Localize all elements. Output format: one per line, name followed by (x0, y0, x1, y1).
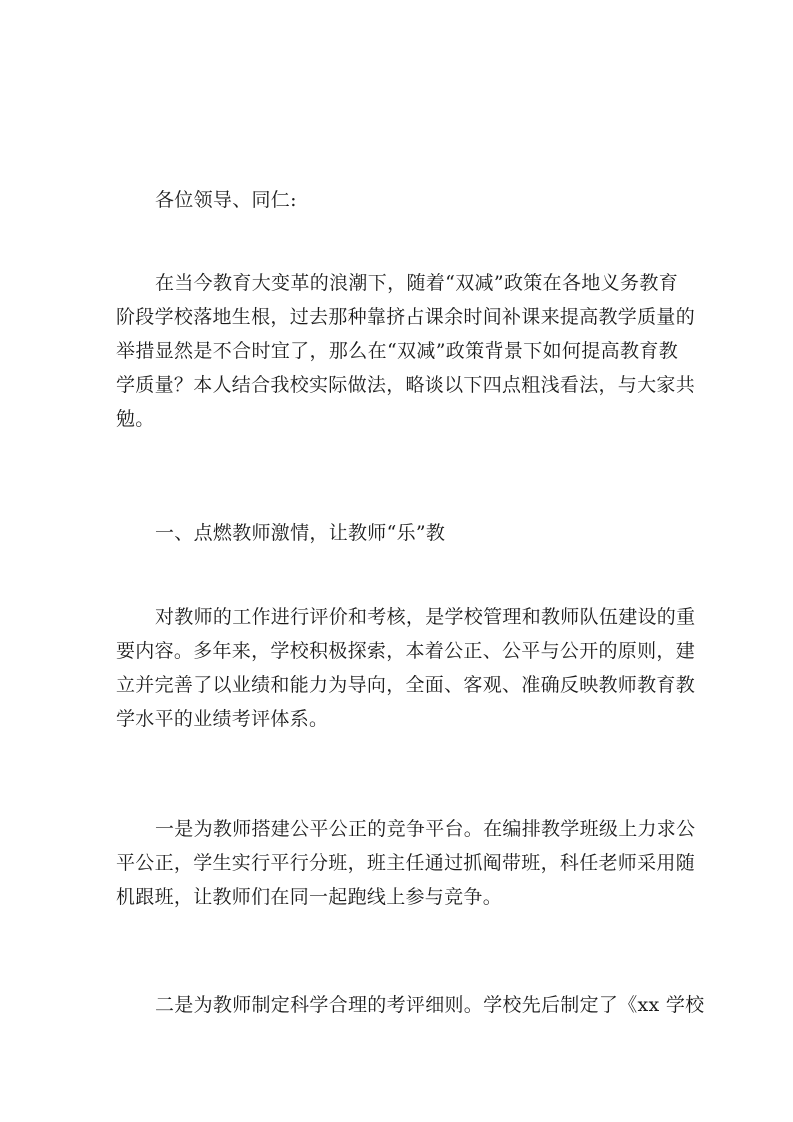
paragraph-line: 勉。 (116, 408, 155, 430)
paragraph-line: 机跟班，让教师们在同一起跑线上参与竞争。 (116, 886, 503, 908)
section-heading: 一、点燃教师激情，让教师“乐”教 (155, 522, 446, 544)
paragraph-line: 阶段学校落地生根，过去那种靠挤占课余时间补课来提高教学质量的 (116, 306, 696, 328)
paragraph-line: 平公正，学生实行平行分班，班主任通过抓阄带班，科任老师采用随 (116, 852, 696, 874)
paragraph-line: 学水平的业绩考评体系。 (116, 708, 329, 730)
paragraph-line: 对教师的工作进行评价和考核，是学校管理和教师队伍建设的重 (155, 606, 696, 628)
paragraph-line: 在当今教育大变革的浪潮下，随着“双减”政策在各地义务教育 (155, 272, 678, 294)
paragraph-line: 要内容。多年来，学校积极探索，本着公正、公平与公开的原则，建 (116, 640, 696, 662)
paragraph-line: 举措显然是不合时宜了，那么在“双减”政策背景下如何提高教育教 (116, 340, 678, 362)
paragraph-line: 学质量？本人结合我校实际做法，略谈以下四点粗浅看法，与大家共 (116, 374, 696, 396)
paragraph-line: 立并完善了以业绩和能力为导向，全面、客观、准确反映教师教育教 (116, 674, 696, 696)
paragraph-line: 一是为教师搭建公平公正的竞争平台。在编排教学班级上力求公 (155, 818, 696, 840)
greeting: 各位领导、同仁: (155, 189, 297, 211)
paragraph-line: 二是为教师制定科学合理的考评细则。学校先后制定了《xx 学校 (155, 994, 705, 1016)
